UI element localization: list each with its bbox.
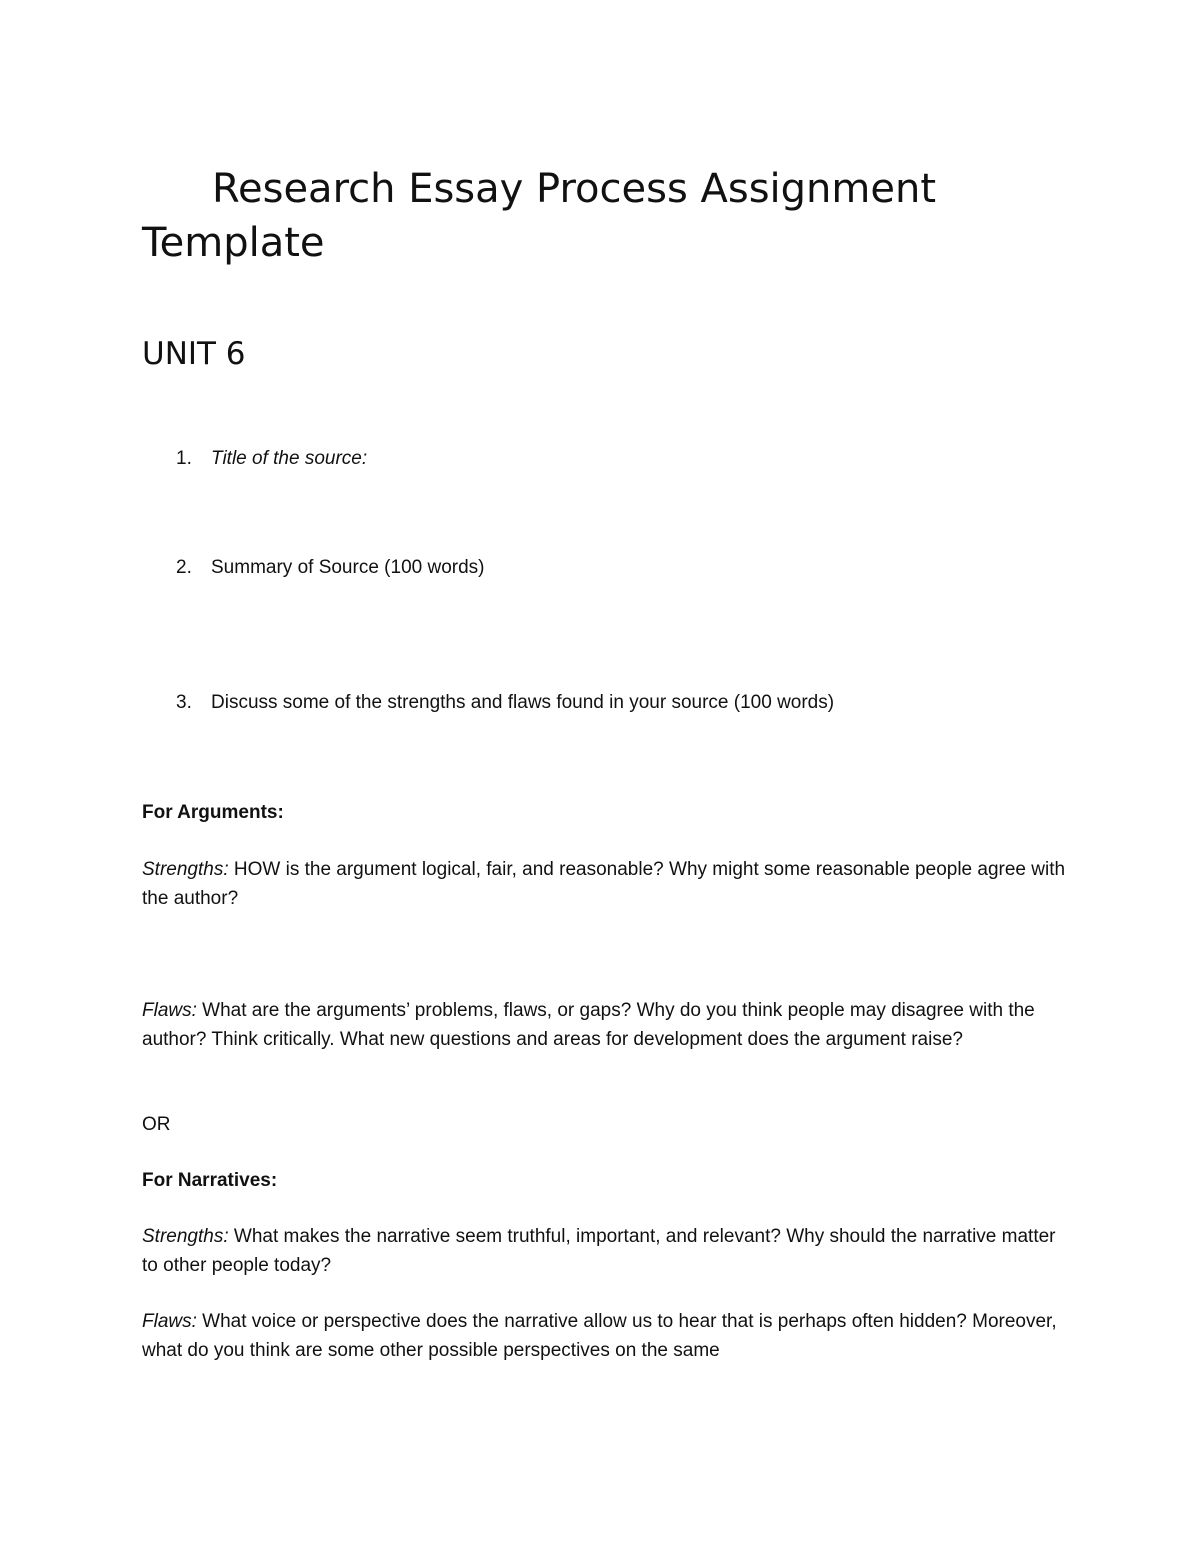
question-text: Discuss some of the strengths and flaws found in your source (100 words) <box>211 692 835 713</box>
unit-heading: UNIT 6 <box>142 336 246 372</box>
arguments-strengths <box>142 856 1072 913</box>
or-separator: OR <box>142 1114 171 1135</box>
question-text: Title of the source: <box>211 448 368 469</box>
strengths-label: Strengths: <box>142 859 229 880</box>
question-number: 1. <box>176 448 192 469</box>
arguments-heading: For Arguments: <box>142 802 284 823</box>
question-2 <box>176 555 485 581</box>
question-text: Summary of Source (100 words) <box>211 557 485 578</box>
flaws-text: What voice or perspective does the narrative allow us to hear that is perhaps often hidden? Moreover, what do you think are some other possible perspectives on the same <box>142 1311 1057 1361</box>
flaws-text: What are the arguments’ problems, flaws, or gaps? Why do you think people may disagree with the author? Think critically. What new questions and areas for development does the argument raise? <box>142 1000 1035 1050</box>
narratives-heading: For Narratives: <box>142 1170 278 1191</box>
question-1 <box>176 446 367 472</box>
question-number: 3. <box>176 692 192 713</box>
arguments-flaws <box>142 997 1072 1054</box>
document-title: Research Essay Process Assignment Template <box>142 166 937 266</box>
question-number: 2. <box>176 557 192 578</box>
narratives-flaws <box>142 1308 1072 1365</box>
strengths-label: Strengths: <box>142 1226 229 1247</box>
strengths-text: HOW is the argument logical, fair, and reasonable? Why might some reasonable people agree with the author? <box>142 859 1066 909</box>
flaws-label: Flaws: <box>142 1311 197 1332</box>
strengths-text: What makes the narrative seem truthful, important, and relevant? Why should the narrative matter to other people today? <box>142 1226 1056 1276</box>
flaws-label: Flaws: <box>142 1000 197 1021</box>
question-3 <box>176 690 834 716</box>
narratives-strengths <box>142 1223 1072 1280</box>
